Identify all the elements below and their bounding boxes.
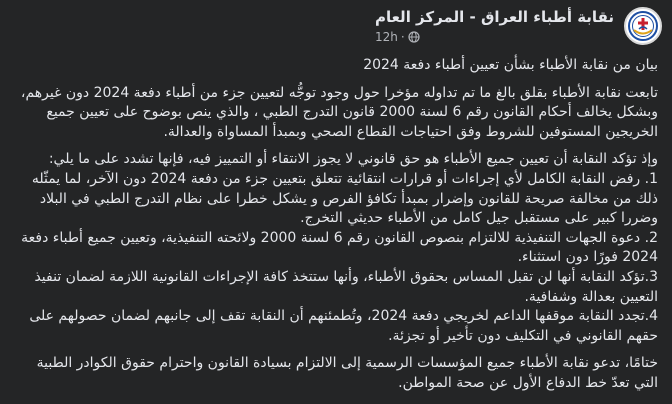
- post-body: [10, 56, 658, 394]
- post-closing: ختامًا، تدعو نقابة الأطباء جميع المؤسسات الرسمية إلى الالتزام بسيادة القانون واحترام حقوق الكوادر الطبية التي تعدّ خط الدفاع الأول عن صحة المواطن.: [36, 355, 658, 391]
- meta-separator: ·: [400, 29, 405, 44]
- page-avatar[interactable]: [624, 7, 662, 45]
- syndicate-logo-icon: [628, 11, 658, 41]
- post-header-text: [375, 8, 614, 45]
- post-list-item-2: 2. دعوة الجهات التنفيذية للالتزام بنصوص القانون رقم 6 لسنة 2000 ولائحته التنفيذية، وتعيين جميع أطباء دفعة 2024 فورًا دون استثناء.: [21, 229, 658, 266]
- post-list-item-1: 1. رفض النقابة الكامل لأي إجراءات أو قرارات انتقائية تتعلق بتعيين جزء من دفعة 2024 دون الآخر، لما يمثّله ذلك من مخالفة صريحة للقانون وإضرار بمبدأ تكافؤ الفرص و يشكل خطرا على نظام التدرج الطبي في البلاد وضررا كبير على مستقبل جيل كامل من الأطباء حديثي التخرج.: [31, 170, 658, 227]
- post-paragraph-2: وإذ تؤكد النقابة أن تعيين جميع الأطباء هو حق قانوني لا يجوز الانتقاء أو التمييز فيه، فإنها تشدد على ما يلي:: [48, 151, 658, 168]
- post-title: بيان من نقابة الأطباء بشأن تعيين أطباء دفعة 2024: [363, 57, 658, 73]
- page-name-link[interactable]: نقابة أطباء العراق - المركز العام: [374, 7, 614, 26]
- post-timestamp[interactable]: 12h: [374, 29, 398, 44]
- post-list-item-4: 4.تجدد النقابة موقفها الداعم لخريجي دفعة 2024، وتُطمئنهم أن النقابة تقف إلى جانبهم لضمان حصولهم على حقهم القانوني في التكليف دون تأخير أو تجزئة.: [29, 308, 658, 344]
- post-paragraph-1: تابعت نقابة الأطباء بقلق بالغ ما تم تداوله مؤخرا حول وجود توجُّه لتعيين جزء من أطباء دفعة 2024 دون غيرهم، وبشكل يخالف أحكام القانون رقم 6 لسنة 2000 قانون التدرج الطبي ، والذي ينص بوضوح على تعيين جميع الخريجين المستوفين للشروط وفق احتياجات القطاع الصحي وبمبدأ المساواة والعدالة.: [20, 84, 658, 140]
- post-meta: [375, 29, 420, 45]
- globe-icon[interactable]: [408, 31, 420, 43]
- post-list-item-3: 3.تؤكد النقابة أنها لن تقبل المساس بحقوق الأطباء، وأنها ستتخذ كافة الإجراءات القانونية اللازمة لضمان تنفيذ التعيين بعدالة وشفافية.: [34, 268, 658, 305]
- post-header: [375, 6, 662, 46]
